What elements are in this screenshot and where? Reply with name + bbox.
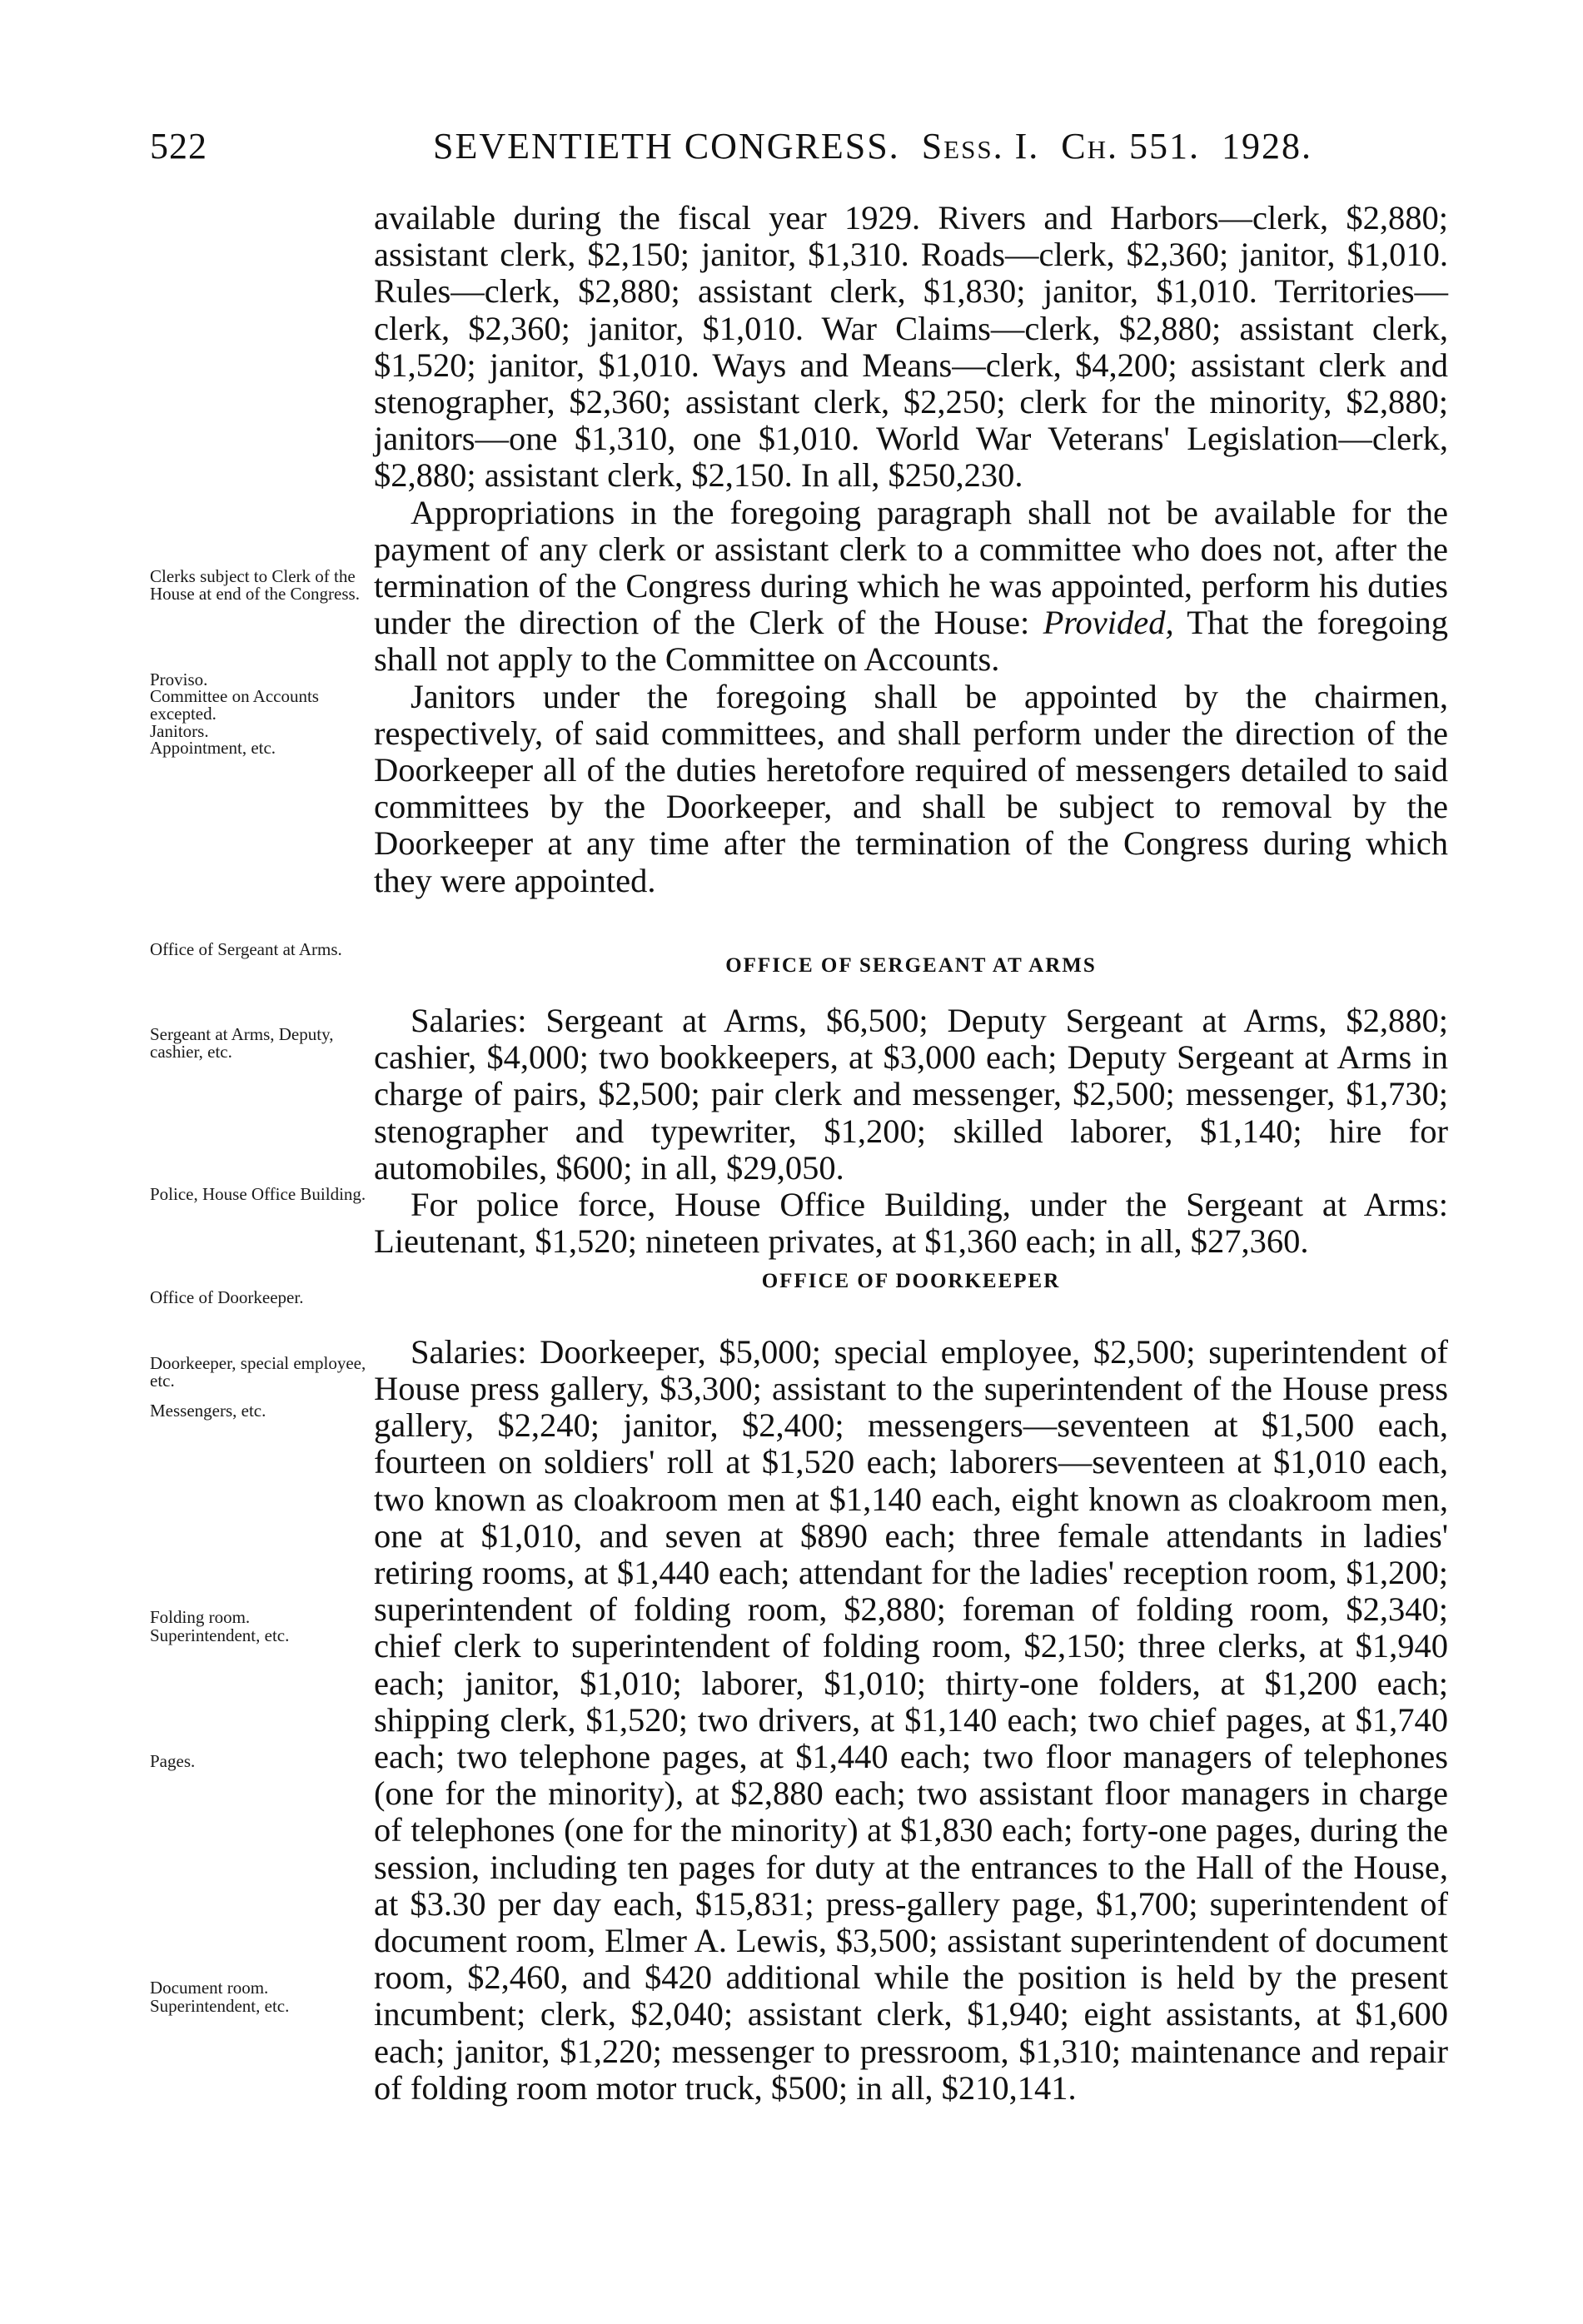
session-label: Sess. I. [921,126,1040,167]
margin-note-committee-accounts: Committee on Accounts excepted. [150,686,319,724]
chapter-label: Ch. 551. [1061,126,1200,167]
margin-note-sergeant-deputy: Sergeant at Arms, Deputy, cashier, etc. [150,1024,334,1062]
paragraph-janitors: Janitors under the foregoing shall be appointed by the chairmen, respectively, of said committees, and shall perform under the direction of the Doorkeeper all of the duties heretofore required of messengers detailed to said committees by the Doorkeeper, and shall be subject to removal by the Doorkeeper at any time after the termination of the Congress during which they were appointed. [374,677,1448,899]
margin-note-folding-room: Folding room. [150,1607,251,1627]
main-text [374,200,1448,2107]
paragraph-doorkeeper-salaries: Salaries: Doorkeeper, $5,000; special employee, $2,500; superintendent of House press gallery, $3,300; assistant to the superintendent of the House press gallery, $2,240; janitor, $2,400; messengers—seventeen at $1,500 each, fourteen on soldiers' roll at $1,520 each; laborers—seventeen at $1,010 each, two known as cloakroom men at $1,140 each, eight known as cloakroom men, one at $1,010, and seven at $890 each; three female attendants in ladies' retiring rooms, at $1,440 each; attendant for the ladies' reception room, $1,200; superintendent of folding room, $2,880; foreman of folding room, $2,340; chief clerk to superintendent of folding room, $2,150; three clerks, at $1,940 each; janitor, $1,010; laborer, $1,010; thirty-one folders, at $1,200 each; shipping clerk, $1,520; two drivers, at $1,140 each; two chief pages, at $1,740 each; two telephone pages, at $1,440 each; two floor managers of telephones (one for the minority), at $2,880 each; two assistant floor managers in charge of telephones (one for the minority) at $1,830 each; forty-one pages, during the session, including ten pages for duty at the entrances to the Hall of the House, at $3.30 per day each, $15,831; press-gallery page, $1,700; superintendent of document room, Elmer A. Lewis, $3,500; assistant superintendent of document room, $2,460, and $420 additional while the position is held by the present incumbent; clerk, $2,040; assistant clerk, $1,940; eight assistants, at $1,600 each; janitor, $1,220; messenger to pressroom, $1,310; maintenance and repair of folding room motor truck, $500; in all, $210,141. [374,1332,1448,2107]
margin-note-clerks: Clerks subject to Clerk of the House at end of the Congress. [150,566,360,604]
paragraph-police: For police force, House Office Building, under the Sergeant at Arms: Lieutenant, $1,520; nineteen privates, at $1,360 each; in all, $27,360. [374,1186,1448,1261]
margin-note-janitors: Janitors. [150,721,209,741]
running-header [0,125,1583,175]
heading-office-doorkeeper: OFFICE OF DOORKEEPER [761,1270,1061,1293]
year-label: 1928. [1221,126,1312,167]
running-head [433,125,1312,167]
margin-note-document-superintendent: Superintendent, etc. [150,1996,290,2016]
margin-note-office-sergeant: Office of Sergeant at Arms. [150,939,342,959]
proviso-word: Provided, [1043,604,1174,642]
congress-title: SEVENTIETH CONGRESS. [433,126,900,167]
margin-note-doorkeeper: Doorkeeper, special employee, etc. [150,1353,366,1391]
margin-note-messengers: Messengers, etc. [150,1401,266,1421]
paragraph-text: Appropriations in the foregoing paragraph shall not be available for the payment of any clerk or assistant clerk to a committee who does not, after the termination of the Congress during which he was appointed, perform his duties under the direction of the Clerk of the House: [374,493,1448,642]
paragraph-clerk-appropriations [374,495,1448,679]
margin-note-folding-superintendent: Superintendent, etc. [150,1625,290,1645]
paragraph-text: That the foregoing shall not apply to the Committee on Accounts. [374,604,1448,679]
margin-note-proviso: Proviso. [150,669,208,689]
paragraph-committee-clerks: available during the fiscal year 1929. Rivers and Harbors—clerk, $2,880; assistant clerk, $2,150; janitor, $1,310. Roads—clerk, $2,360; janitor, $1,010. Rules—clerk, $2,880; assistant clerk, $1,830; janitor, $1,010. Territories—clerk, $2,360; janitor, $1,010. War Claims—clerk, $2,880; assistant clerk, $1,520; janitor, $1,010. Ways and Means—clerk, $4,200; assistant clerk and stenographer, $2,360; assistant clerk, $2,250; clerk for the minority, $2,880; janitors—one $1,310, one $1,010. World War Veterans' Legislation—clerk, $2,880; assistant clerk, $2,150. In all, $250,230. [374,199,1448,495]
margin-note-document-room: Document room. [150,1978,269,1998]
margin-note-office-doorkeeper: Office of Doorkeeper. [150,1287,304,1307]
margin-note-pages: Pages. [150,1751,196,1771]
heading-office-sergeant: OFFICE OF SERGEANT AT ARMS [725,953,1097,977]
margin-note-police: Police, House Office Building. [150,1184,366,1204]
margin-note-appointment: Appointment, etc. [150,738,276,758]
paragraph-sergeant-salaries: Salaries: Sergeant at Arms, $6,500; Deputy Sergeant at Arms, $2,880; cashier, $4,000; two bookkeepers, at $3,000 each; Deputy Sergeant at Arms in charge of pairs, $2,500; pair clerk and messenger, $2,500; messenger, $1,730; stenographer and typewriter, $1,200; skilled laborer, $1,140; hire for automobiles, $600; in all, $29,050. [374,1002,1448,1187]
page-number: 522 [150,126,207,167]
